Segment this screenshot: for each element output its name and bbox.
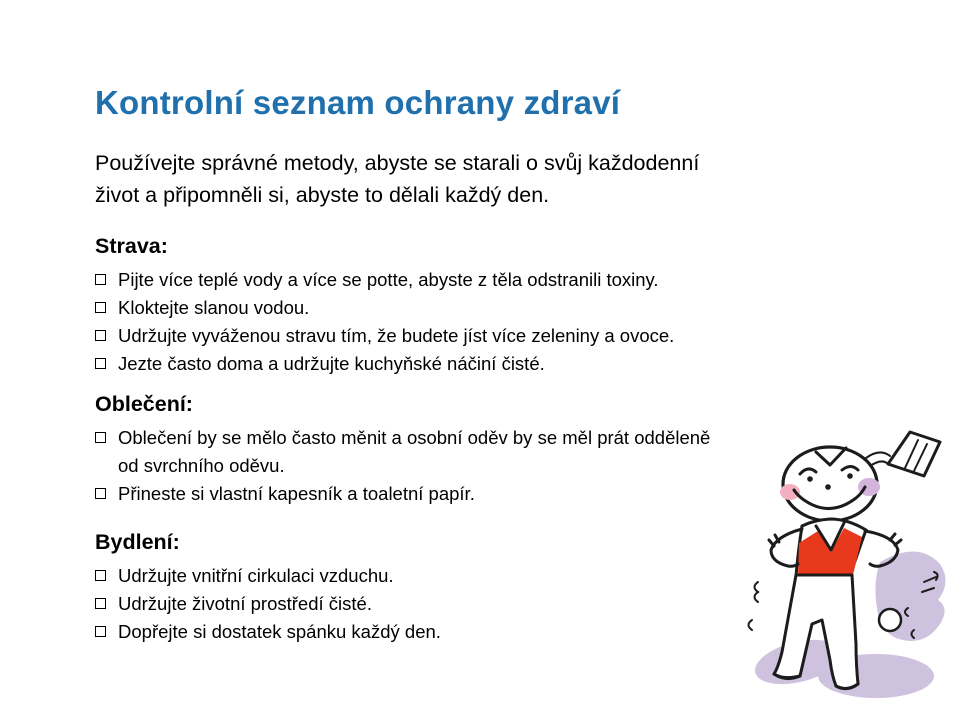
checkbox-icon (95, 294, 118, 313)
checkbox-icon (95, 480, 118, 499)
checklist-item-label: Udržujte vnitřní cirkulaci vzduchu. (118, 565, 394, 586)
checkbox-icon (95, 424, 118, 443)
eye-left (807, 476, 813, 482)
section-heading-bydleni: Bydlení: (95, 530, 180, 554)
intro-line-1: Používejte správné metody, abyste se starali o svůj každodenní (95, 151, 700, 175)
checkbox-icon (95, 618, 118, 637)
checkbox-icon (95, 266, 118, 285)
item-line-1: Oblečení by se mělo často měnit a osobní oděv by se měl prát odděleně (118, 427, 711, 448)
checklist-item (95, 266, 674, 294)
checkbox-icon (95, 562, 118, 581)
checklist-item (95, 350, 674, 378)
checklist-item (95, 590, 441, 618)
intro-line-2: život a připomněli si, abyste to dělali každý den. (95, 183, 550, 207)
checklist-item-label: Kloktejte slanou vodou. (118, 297, 310, 318)
section-obleceni (95, 392, 710, 508)
checkbox-icon (95, 350, 118, 369)
checklist-item (95, 424, 710, 480)
checklist-item-label: Pijte více teplé vody a více se potte, abyste z těla odstranili toxiny. (118, 269, 659, 290)
nose (825, 484, 831, 490)
page-title: Kontrolní seznam ochrany zdraví (95, 84, 621, 121)
intro-text (95, 147, 699, 211)
checkbox-icon (95, 322, 118, 341)
checklist-item (95, 322, 674, 350)
eye-right (847, 473, 853, 479)
child-illustration-svg (738, 424, 958, 719)
checklist-item (95, 480, 710, 508)
checklist-item-label: Dopřejte si dostatek spánku každý den. (118, 621, 441, 642)
paper (866, 432, 940, 476)
squiggle-left (749, 582, 759, 630)
hand-right (890, 534, 901, 545)
checklist-item (95, 562, 441, 590)
section-bydleni (95, 530, 441, 646)
section-strava (95, 234, 674, 378)
checklist-item-label: Jezte často doma a udržujte kuchyňské náčiní čisté. (118, 353, 545, 374)
checklist-item-label (118, 424, 710, 480)
item-line-2: od svrchního oděvu. (118, 455, 285, 476)
section-heading-obleceni: Oblečení: (95, 392, 193, 416)
checklist-item (95, 618, 441, 646)
child-illustration (738, 424, 958, 719)
checklist-item-label: Udržujte vyváženou stravu tím, že budete jíst více zeleniny a ovoce. (118, 325, 675, 346)
checklist-item-label: Přineste si vlastní kapesník a toaletní papír. (118, 483, 475, 504)
checklist-item (95, 294, 674, 322)
section-heading-strava: Strava: (95, 234, 168, 258)
checklist-item-label: Udržujte životní prostředí čisté. (118, 593, 372, 614)
towel-ear-shape (879, 609, 901, 631)
hand-left (769, 535, 779, 546)
checkbox-icon (95, 590, 118, 609)
